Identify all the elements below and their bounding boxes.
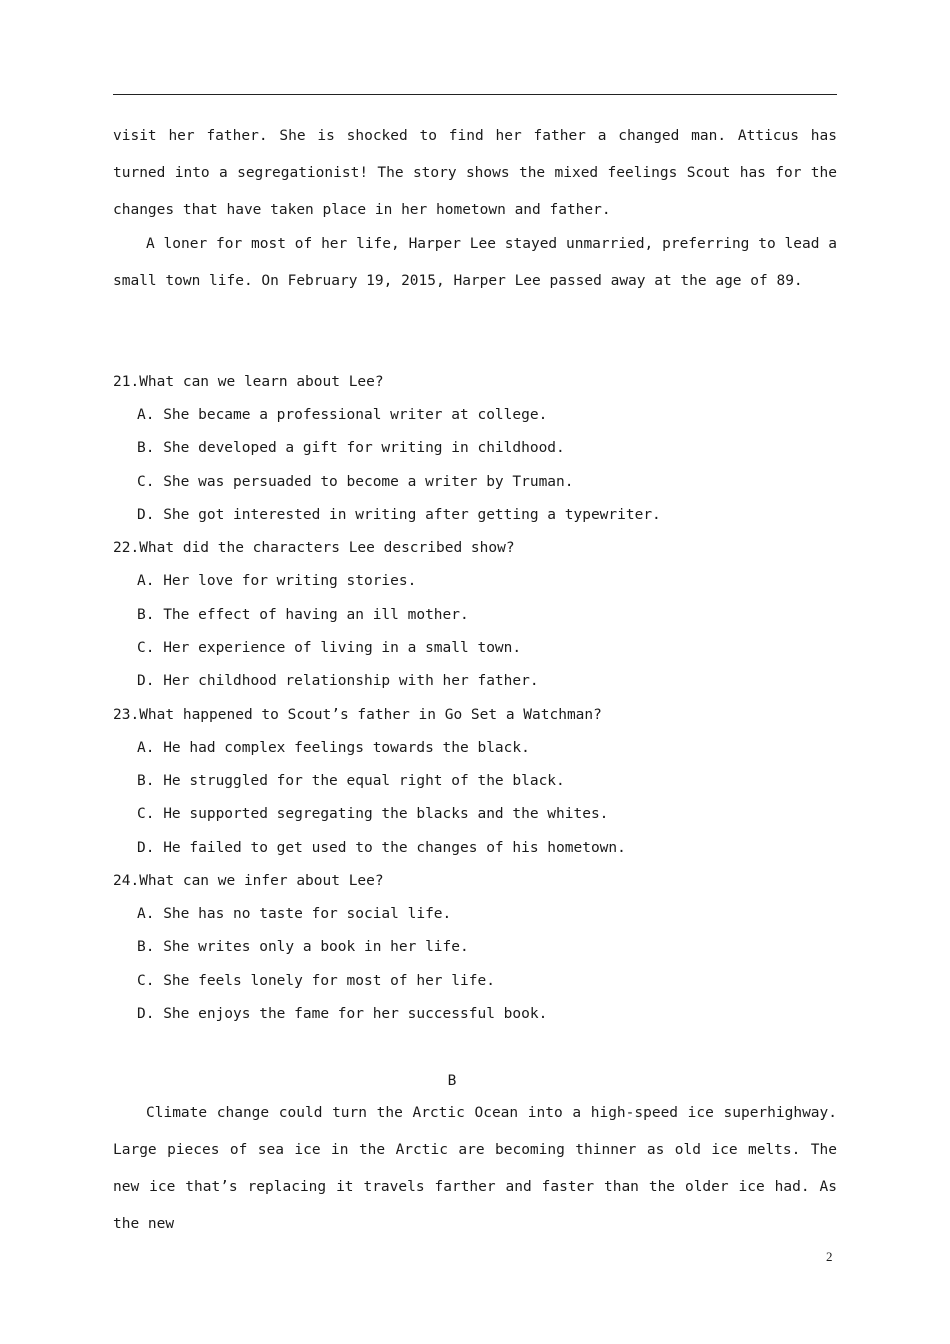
passage-b-paragraph: Climate change could turn the Arctic Ocean into a high-speed ice superhighway. Large pieces of sea ice in the Arctic are becoming thinner as old ice melts. The new ice that’s replacing it travels farther and faster than the older ice had. As the new: [113, 1105, 837, 1232]
question-24-option-d: D. She enjoys the fame for her successful book.: [137, 1006, 548, 1022]
question-22-stem: 22.What did the characters Lee described show?: [113, 540, 515, 556]
question-21-option-a: A. She became a professional writer at college.: [137, 407, 548, 423]
question-21-option-d: D. She got interested in writing after getting a typewriter.: [137, 507, 661, 523]
question-21-stem: 21.What can we learn about Lee?: [113, 374, 384, 390]
passage-a-paragraph: visit her father. She is shocked to find her father a changed man. Atticus has turned into a segregationist! The story shows the mixed feelings Scout has for the changes that have taken place in her hometown and father.: [113, 128, 837, 218]
question-23-option-a: A. He had complex feelings towards the black.: [137, 740, 530, 756]
question-24-stem: 24.What can we infer about Lee?: [113, 873, 384, 889]
question-24-option-a: A. She has no taste for social life.: [137, 906, 452, 922]
question-22-option-d: D. Her childhood relationship with her father.: [137, 673, 539, 689]
question-21-option-c: C. She was persuaded to become a writer by Truman.: [137, 474, 574, 490]
page-number: 2: [826, 1249, 833, 1264]
passage-a-closing-paragraph: A loner for most of her life, Harper Lee stayed unmarried, preferring to lead a small town life. On February 19, 2015, Harper Lee passed away at the age of 89.: [113, 236, 837, 289]
question-23-stem: 23.What happened to Scout’s father in Go Set a Watchman?: [113, 707, 602, 723]
question-23-option-c: C. He supported segregating the blacks and the whites.: [137, 806, 609, 822]
question-21-option-b: B. She developed a gift for writing in childhood.: [137, 440, 565, 456]
question-23-option-b: B. He struggled for the equal right of the black.: [137, 773, 565, 789]
header-rule: [113, 94, 837, 95]
question-22-option-c: C. Her experience of living in a small town.: [137, 640, 522, 656]
question-22-option-a: A. Her love for writing stories.: [137, 573, 417, 589]
question-24-option-c: C. She feels lonely for most of her life.: [137, 973, 495, 989]
question-24-option-b: B. She writes only a book in her life.: [137, 939, 469, 955]
passage-b-heading: B: [447, 1073, 457, 1089]
question-22-option-b: B. The effect of having an ill mother.: [137, 607, 469, 623]
question-23-option-d: D. He failed to get used to the changes of his hometown.: [137, 840, 626, 856]
